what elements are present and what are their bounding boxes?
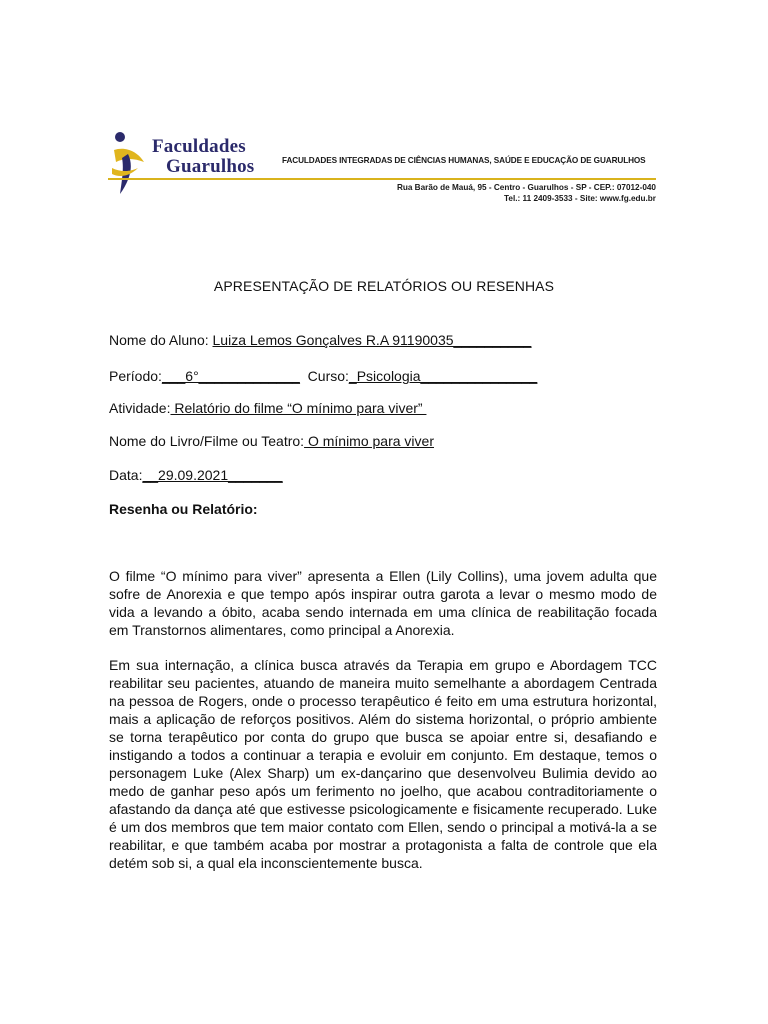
- letterhead: [108, 128, 658, 208]
- activity-field: [109, 400, 426, 416]
- student-label: Nome do Aluno:: [109, 332, 213, 348]
- paragraph-2: Em sua internação, a clínica busca através da Terapia em grupo e Abordagem TCC reabilitar seu pacientes, atuando de maneira muito semelhante a abordagem Centrada na pessoa de Rogers, onde o processo terapêutico é feito em uma estrutura horizontal, mais a aplicação de reforços positivos. Além do sistema horizontal, o próprio ambiente se torna terapêutico por conta do grupo que busca se apoiar entre si, desafiando e instigando a todos a continuar a terapia e evoluir em conjunto. Em destaque, temos o personagem Luke (Alex Sharp) um ex-dançarino que desenvolveu Bulimia devido ao medo de ganhar peso após um ferimento no joelho, que acabou contraditoriamente o afastando da dança até que estivesse psicologicamente e fisicamente recuperado. Luke é um dos membros que tem maior contato com Ellen, sendo o principal a motivá-la a se reabilitar, e que também acaba por mostrar a protagonista a falta de controle que ela detém sob si, a qual ela inconscientemente busca.: [109, 657, 657, 871]
- student-field: [109, 332, 531, 348]
- course-label: Curso:: [299, 368, 349, 384]
- date-value: __29.09.2021_______: [142, 467, 283, 483]
- header-rule: [108, 178, 656, 180]
- address-line-1: Rua Barão de Mauá, 95 - Centro - Guarulhos - SP - CEP.: 07012-040: [396, 183, 656, 192]
- student-value: Luiza Lemos Gonçalves R.A 91190035__________: [212, 332, 532, 348]
- date-label: Data:: [109, 467, 143, 483]
- work-label: Nome do Livro/Filme ou Teatro:: [109, 433, 305, 449]
- course-value: _Psicologia_______________: [348, 368, 538, 384]
- paragraph-1: O filme “O mínimo para viver” apresenta a Ellen (Lily Collins), uma jovem adulta que sofre de Anorexia e que tempo após inspirar outra garota a levar o mesmo modo de vida a levando a óbito, acaba sendo internada em uma clínica de reabilitação focada em Transtornos alimentares, como principal a Anorexia.: [109, 568, 657, 638]
- brand-name-line2: Guarulhos: [166, 156, 255, 177]
- figure-logo-icon: [108, 128, 148, 200]
- institution-address: [397, 182, 656, 204]
- work-field: [109, 433, 434, 449]
- date-field: [109, 467, 283, 483]
- institution-name: FACULDADES INTEGRADAS DE CIÊNCIAS HUMANAS, SAÚDE E EDUCAÇÃO DE GUARULHOS: [282, 156, 646, 165]
- document-title: APRESENTAÇÃO DE RELATÓRIOS OU RESENHAS: [213, 278, 555, 294]
- address-line-2: Tel.: 11 2409-3533 - Site: www.fg.edu.br: [504, 194, 656, 203]
- work-value: O mínimo para viver: [304, 433, 434, 449]
- activity-value: Relatório do filme “O mínimo para viver”: [170, 400, 427, 416]
- activity-label: Atividade:: [109, 400, 171, 416]
- period-course-field: [109, 368, 537, 384]
- period-value: ___6°_____________: [161, 368, 300, 384]
- brand-name-line1: Faculdades: [152, 136, 246, 157]
- section-heading: Resenha ou Relatório:: [109, 501, 258, 517]
- period-label: Período:: [109, 368, 162, 384]
